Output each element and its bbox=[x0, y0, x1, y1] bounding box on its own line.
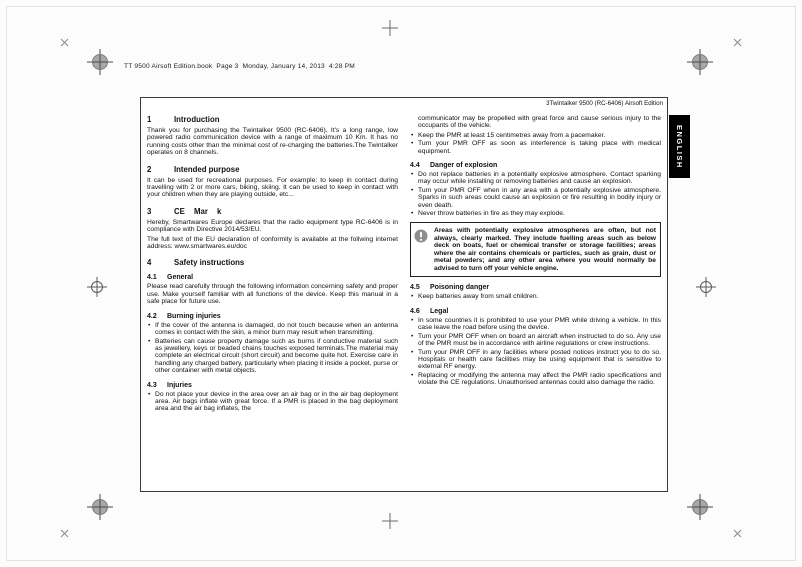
para-general: Please read carefully through the following information concerning safety and proper use. Make yourself familiar with all functions of the device. Keep this manual in a safe place for future use. bbox=[147, 283, 398, 306]
heading-title: Burning injuries bbox=[167, 312, 221, 320]
page-header: 3Twintalker 9500 (RC-6406) Airsoft Edition bbox=[546, 100, 663, 107]
bullet-item bbox=[410, 132, 661, 139]
bullet-text: Turn your PMR OFF when on board an aircraft when instructed to do so. Any use of the PMR must be in accordance with airline regulations or crew instructions. bbox=[418, 332, 661, 348]
bullet-text: Turn your PMR OFF as soon as interference is taking place with medical equipment. bbox=[418, 140, 661, 155]
bullet-text: Turn your PMR OFF when in any area with a potentially explosive atmosphere. Sparks in such areas could cause an explosion or fire resulting in bodily injury or even death. bbox=[418, 186, 661, 209]
bullet-item bbox=[410, 140, 661, 155]
bullet-glyph: • bbox=[411, 140, 414, 148]
bullet-text: Keep batteries away from small children. bbox=[418, 293, 539, 301]
para-injuries-continued: communicator may be propelled with great force and cause serious injury to the occupants of the vehicle. bbox=[418, 115, 661, 130]
bullet-glyph: • bbox=[411, 371, 414, 379]
heading-intended-purpose bbox=[147, 165, 398, 174]
bullet-glyph: • bbox=[148, 390, 151, 398]
heading-number: 4.6 bbox=[410, 307, 420, 315]
bullet-item bbox=[410, 187, 661, 209]
heading-number: 2 bbox=[147, 164, 152, 174]
heading-burning-injuries bbox=[147, 313, 398, 320]
heading-introduction bbox=[147, 115, 398, 124]
bullet-text: Turn your PMR OFF in any facilities where posted notices instruct you to do so. Hospitals or health care facilities may be using equipment that is sensitive to external RF energy. bbox=[418, 348, 661, 371]
bullet-glyph: • bbox=[411, 131, 414, 139]
heading-title: Danger of explosion bbox=[430, 162, 498, 170]
bullet-text: In some countries it is prohibited to use your PMR while driving a vehicle. In this case leave the road before using the device. bbox=[418, 316, 661, 332]
bullet-glyph: • bbox=[148, 321, 151, 329]
heading-injuries bbox=[147, 382, 398, 389]
heading-title: CE Mar k bbox=[174, 206, 222, 216]
bullet-item bbox=[147, 338, 398, 375]
bullet-text: Never throw batteries in fire as they may explode. bbox=[418, 210, 565, 218]
heading-ce-mark bbox=[147, 207, 398, 216]
heading-title: Introduction bbox=[174, 115, 220, 124]
bullet-text: Do not place your device in the area over an air bag or in the air bag deployment area. Air bags inflate with great force. If a PMR is placed in the bag deployment area and the air bag inflates, the bbox=[155, 390, 398, 413]
bullet-item bbox=[410, 317, 661, 332]
heading-danger-of-explosion bbox=[410, 162, 661, 169]
language-tab-english bbox=[669, 115, 690, 178]
bullet-text: If the cover of the antenna is damaged, do not touch because when an antenna comes in contact with the skin, a minor burn may result when transmitting. bbox=[155, 321, 398, 337]
bullet-item bbox=[410, 210, 661, 217]
bullet-glyph: • bbox=[411, 171, 414, 179]
bullet-glyph: • bbox=[411, 210, 414, 218]
x-mark-icon-bottom-right bbox=[733, 525, 742, 543]
heading-general bbox=[147, 274, 398, 281]
bullet-item bbox=[410, 171, 661, 186]
bullet-item bbox=[410, 349, 661, 371]
heading-title: General bbox=[167, 274, 194, 282]
bullet-glyph: • bbox=[411, 316, 414, 324]
heading-number: 4.1 bbox=[147, 274, 157, 282]
language-tab-label: ENGLISH bbox=[675, 124, 684, 169]
plus-mark-icon-top-center bbox=[382, 20, 398, 41]
para-introduction: Thank you for purchasing the Twintalker 9500 (RC-6406). It's a long range, low powered radio communication device with a range of maximum 10 Km. It has no running costs other than the minimal cost of re-charging the batteries.The Twintalker operates on 8 channels. bbox=[147, 127, 398, 157]
para-ce-declaration: Hereby, Smartwares Europe declares that the radio equipment type RC-6406 is in compliance with Directive 2014/53/EU. bbox=[147, 218, 398, 234]
crosshair-icon-right-edge bbox=[695, 276, 717, 303]
x-mark-icon-top-right bbox=[733, 34, 742, 52]
bullet-item bbox=[147, 391, 398, 413]
plus-mark-icon-bottom-center bbox=[382, 513, 398, 534]
bullet-text: Keep the PMR at least 15 centimetres away from a pacemaker. bbox=[418, 131, 606, 139]
registration-target-icon-top-left bbox=[86, 48, 114, 81]
bullet-item bbox=[147, 322, 398, 337]
bullet-text: Replacing or modifying the antenna may affect the PMR radio specifications and violate the CE regulations. Unauthorised antennas could also damage the radio. bbox=[418, 371, 661, 387]
heading-title: Poisoning danger bbox=[430, 284, 490, 292]
x-mark-icon-top-left bbox=[60, 34, 69, 52]
registration-target-icon-bottom-left bbox=[86, 493, 114, 526]
warning-icon bbox=[414, 227, 429, 248]
heading-title: Legal bbox=[430, 307, 449, 315]
left-column bbox=[147, 114, 398, 488]
para-intended-purpose: It can be used for recreational purposes. For example: to keep in contact during travelling with 2 or more cars, biking, skiing. It can be used to keep in contact with your children when they are playing outside, etc... bbox=[147, 176, 398, 199]
heading-number: 4.3 bbox=[147, 381, 157, 389]
heading-title: Safety instructions bbox=[174, 258, 245, 268]
bullet-item bbox=[410, 333, 661, 348]
heading-number: 4.5 bbox=[410, 284, 420, 292]
right-column bbox=[410, 114, 661, 488]
print-slug-line: TT 9500 Airsoft Edition.book Page 3 Monday, January 14, 2013 4:28 PM bbox=[124, 63, 355, 70]
heading-number: 4.4 bbox=[410, 162, 420, 170]
bullet-item bbox=[410, 372, 661, 387]
bullet-item bbox=[410, 293, 661, 300]
heading-number: 4 bbox=[147, 258, 152, 268]
heading-safety-instructions bbox=[147, 258, 398, 267]
bullet-glyph: • bbox=[411, 348, 414, 356]
crosshair-icon-left-edge bbox=[86, 276, 108, 303]
bullet-glyph: • bbox=[411, 332, 414, 340]
bullet-text: Batteries can cause property damage such as burns if conductive material such as jewellery, keys or beaded chains touches exposed terminals.The material may complete an electrical circuit (short circuit) and become quite hot. Exercise care in handling any charged battery, particularly when placing it inside a pocket, purse or other container with metal objects. bbox=[155, 337, 398, 375]
heading-legal bbox=[410, 308, 661, 315]
bullet-text: Do not replace batteries in a potentially explosive atmosphere. Contact sparking may occur while installing or removing batteries and cause an explosion. bbox=[418, 171, 661, 186]
bullet-glyph: • bbox=[411, 186, 414, 194]
heading-poisoning-danger bbox=[410, 284, 661, 291]
manual-page bbox=[140, 97, 668, 492]
warning-note-box bbox=[410, 222, 661, 277]
heading-number: 4.2 bbox=[147, 312, 157, 320]
bullet-glyph: • bbox=[148, 337, 151, 345]
heading-number: 3 bbox=[147, 206, 152, 216]
para-ce-url: The full text of the EU declaration of conformity is available at the follwing internet address: www.smartwares.eu/doc bbox=[147, 235, 398, 251]
two-column-layout bbox=[147, 114, 661, 488]
registration-target-icon-bottom-right bbox=[686, 493, 714, 526]
registration-target-icon-top-right bbox=[686, 48, 714, 81]
warning-note-text: Areas with potentially explosive atmospheres are often, but not always, clearly marked. They include fuelling areas such as below deck on boats, fuel or chemical transfer or storage facilities; areas where the air contains chemicals or particles, such as grain, dust or metal powders; and any other area where you would normally be advised to turn off your vehicle engine. bbox=[434, 227, 656, 272]
heading-number: 1 bbox=[147, 115, 152, 124]
heading-title: Injuries bbox=[167, 381, 192, 389]
x-mark-icon-bottom-left bbox=[60, 525, 69, 543]
heading-title: Intended purpose bbox=[174, 164, 240, 174]
bullet-glyph: • bbox=[411, 293, 414, 301]
